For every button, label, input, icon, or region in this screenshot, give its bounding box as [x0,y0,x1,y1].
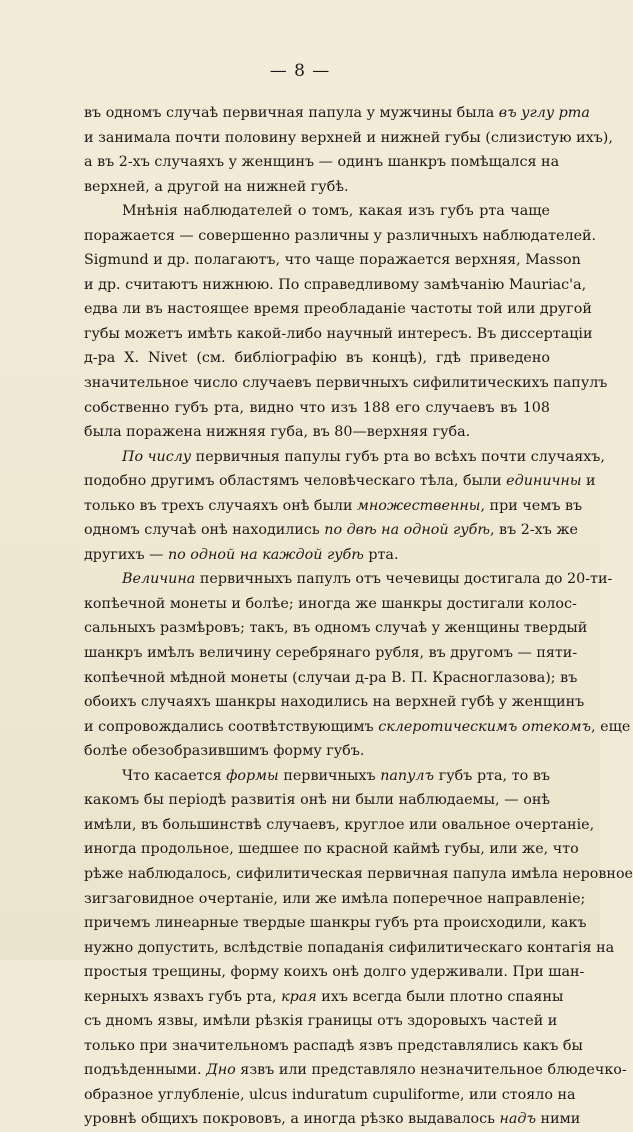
text-line [84,224,597,249]
text-segment: сальныхъ размѣровъ; такъ, въ одномъ случаѣ у женщины твердый [84,620,588,637]
text-segment: Мнѣнія наблюдателей о томъ, какая изъ губъ рта чаще [122,203,550,220]
text-segment: верхней, а другой на нижней губѣ. [84,178,349,195]
text-line [84,1009,558,1034]
italic-segment: склеротическимъ отекомъ [378,718,592,735]
text-line [84,666,578,691]
italic-segment: края [281,988,317,1005]
text-segment: первичныхъ папулъ отъ чечевицы достигала до 20-ти- [195,571,613,588]
text-segment: только въ трехъ случаяхъ онѣ были [84,497,358,514]
text-line [84,862,633,887]
text-segment: Что касается [122,767,227,784]
text-line [84,985,564,1010]
text-segment: д-ра X. Nivet (см. библіографію въ концѣ), гдѣ приведено [84,350,550,367]
text-segment: , при чемъ въ [480,497,583,514]
text-segment: , еще [591,718,631,735]
text-segment: рѣже наблюдалось, сифилитическая первичная папула имѣла неровное [84,865,633,882]
text-line [84,690,585,715]
text-line [84,396,550,421]
text-line [84,371,608,396]
text-segment: значительное число случаевъ первичныхъ сифилитическихъ папулъ [84,375,608,392]
text-segment: уровнѣ общихъ покрововъ, а иногда рѣзко выдавалось [84,1111,500,1128]
text-line [84,764,550,789]
text-line [84,126,613,151]
text-segment: только при значительномъ распадѣ язвъ представлялись какъ бы [84,1037,583,1054]
text-line [84,1034,583,1059]
text-segment: керныхъ язвахъ губъ рта, [84,988,282,1005]
text-line [84,887,586,912]
text-segment: другихъ — [84,546,168,563]
text-line [84,199,550,224]
text-segment: губъ рта, то въ [434,767,551,784]
text-line [84,715,631,740]
text-line [84,936,615,961]
text-segment: зигзаговидное очертаніе, или же имѣла поперечное направленіе; [84,890,586,907]
text-segment: поражается — совершенно различны у различныхъ наблюдателей. [84,227,597,244]
text-segment: образное углубленіе, ulcus induratum cupuliforme, или стояло на [84,1086,576,1103]
text-segment: причемъ линеарные твердые шанкры губъ рта происходили, какъ [84,915,587,932]
text-line [84,518,578,543]
text-segment: и занимала почти половину верхней и нижней губы (слизистую ихъ), [84,129,613,146]
text-segment: болѣе обезобразившимъ форму губъ. [84,743,365,760]
italic-segment: множественны [357,497,481,514]
italic-segment: надъ [499,1111,537,1128]
text-segment: подъѣденными. [84,1062,207,1079]
text-segment: шанкръ имѣлъ величину серебрянаго рубля, въ другомъ — пяти- [84,645,578,662]
text-segment: ними [536,1111,581,1128]
italic-segment: по одной на каждой губѣ [167,546,364,563]
text-segment: простыя трещины, форму коихъ онѣ долго удерживали. При шан- [84,964,585,981]
text-segment: рта. [363,546,399,563]
text-segment: обоихъ случаяхъ шанкры находились на верхней губѣ у женщинъ [84,694,585,711]
text-line [84,1107,581,1132]
text-segment: собственно губъ рта, видно что изъ 188 его случаевъ въ 108 [84,399,550,416]
italic-segment: формы [226,767,279,784]
text-line [84,641,578,666]
text-line [84,469,596,494]
text-segment: имѣли, въ большинствѣ случаевъ, круглое или овальное очертаніе, [84,816,595,833]
text-line [84,739,550,764]
text-segment: ихъ всегда были плотно спаяны [316,988,564,1005]
text-segment: едва ли въ настоящее время преобладаніе частоты той или другой [84,301,592,318]
italic-segment: по двѣ на одной губѣ [324,522,490,539]
text-segment: и сопровождались соотвѣтствующимъ [84,718,379,735]
text-line [84,420,550,445]
text-segment: одномъ случаѣ онѣ находились [84,522,325,539]
text-line [84,616,588,641]
italic-segment: единичны [506,473,582,490]
italic-segment: По числу [122,448,192,465]
text-segment: была поражена нижняя губа, въ 80—верхняя губа. [84,424,471,441]
text-line [84,175,550,200]
text-line [84,813,595,838]
italic-segment: въ углу рта [498,105,590,121]
text-segment: иногда продольное, шедшее по красной каймѣ губы, или же, что [84,841,579,858]
text-line [84,346,550,371]
text-segment: , въ 2-хъ же [489,522,578,539]
text-line [84,297,592,322]
text-segment: нужно допустить, вслѣдствіе попаданія сифилитическаго контагія на [84,939,615,956]
text-segment: подобно другимъ областямъ человѣческаго тѣла, были [84,473,507,490]
text-line [84,150,560,175]
text-segment: копѣечной мѣдной монеты (случаи д-ра В. П. Красноглазова); въ [84,669,578,686]
text-line [84,101,590,126]
text-line [84,788,550,813]
text-line [84,494,583,519]
text-line [84,1058,627,1083]
text-line [84,1083,576,1108]
text-line [84,322,593,347]
text-line [84,592,577,617]
text-segment: губы можетъ имѣть какой-либо научный интересъ. Въ диссертаціи [84,325,593,342]
text-segment: а въ 2-хъ случаяхъ у женщинъ — одинъ шанкръ помѣщался на [84,154,560,171]
text-segment: копѣечной монеты и болѣе; иногда же шанкры достигали колос- [84,595,577,612]
text-line [84,837,579,862]
text-segment: какомъ бы періодѣ развитія онѣ ни были наблюдаемы, — онѣ [84,792,550,809]
italic-segment: папулъ [380,767,435,784]
page-number: — 8 — [269,61,331,81]
text-line [84,273,587,298]
body-text [84,101,633,1132]
text-line [84,960,585,985]
text-segment: первичныхъ [278,767,381,784]
text-segment: Sigmund и др. полагаютъ, что чаще поражается верхняя, Masson [84,252,581,269]
text-segment: первичныя папулы губъ рта во всѣхъ почти случаяхъ, [191,448,605,465]
text-segment: съ дномъ язвы, имѣли рѣзкія границы отъ здоровыхъ частей и [84,1013,558,1030]
text-line [84,911,587,936]
text-segment: и [581,473,596,490]
text-line [84,445,605,470]
text-line [84,543,550,568]
text-line [84,567,613,592]
text-segment: въ одномъ случаѣ первичная папула у мужчины была [84,105,499,121]
text-segment: язвъ или представляло незначительное блюдечко- [235,1062,627,1079]
italic-segment: Величина [122,571,196,588]
text-line [84,248,581,273]
text-segment: и др. считаютъ нижнюю. По справедливому замѣчанію Mauriac'a, [84,276,587,293]
italic-segment: Дно [206,1062,236,1079]
